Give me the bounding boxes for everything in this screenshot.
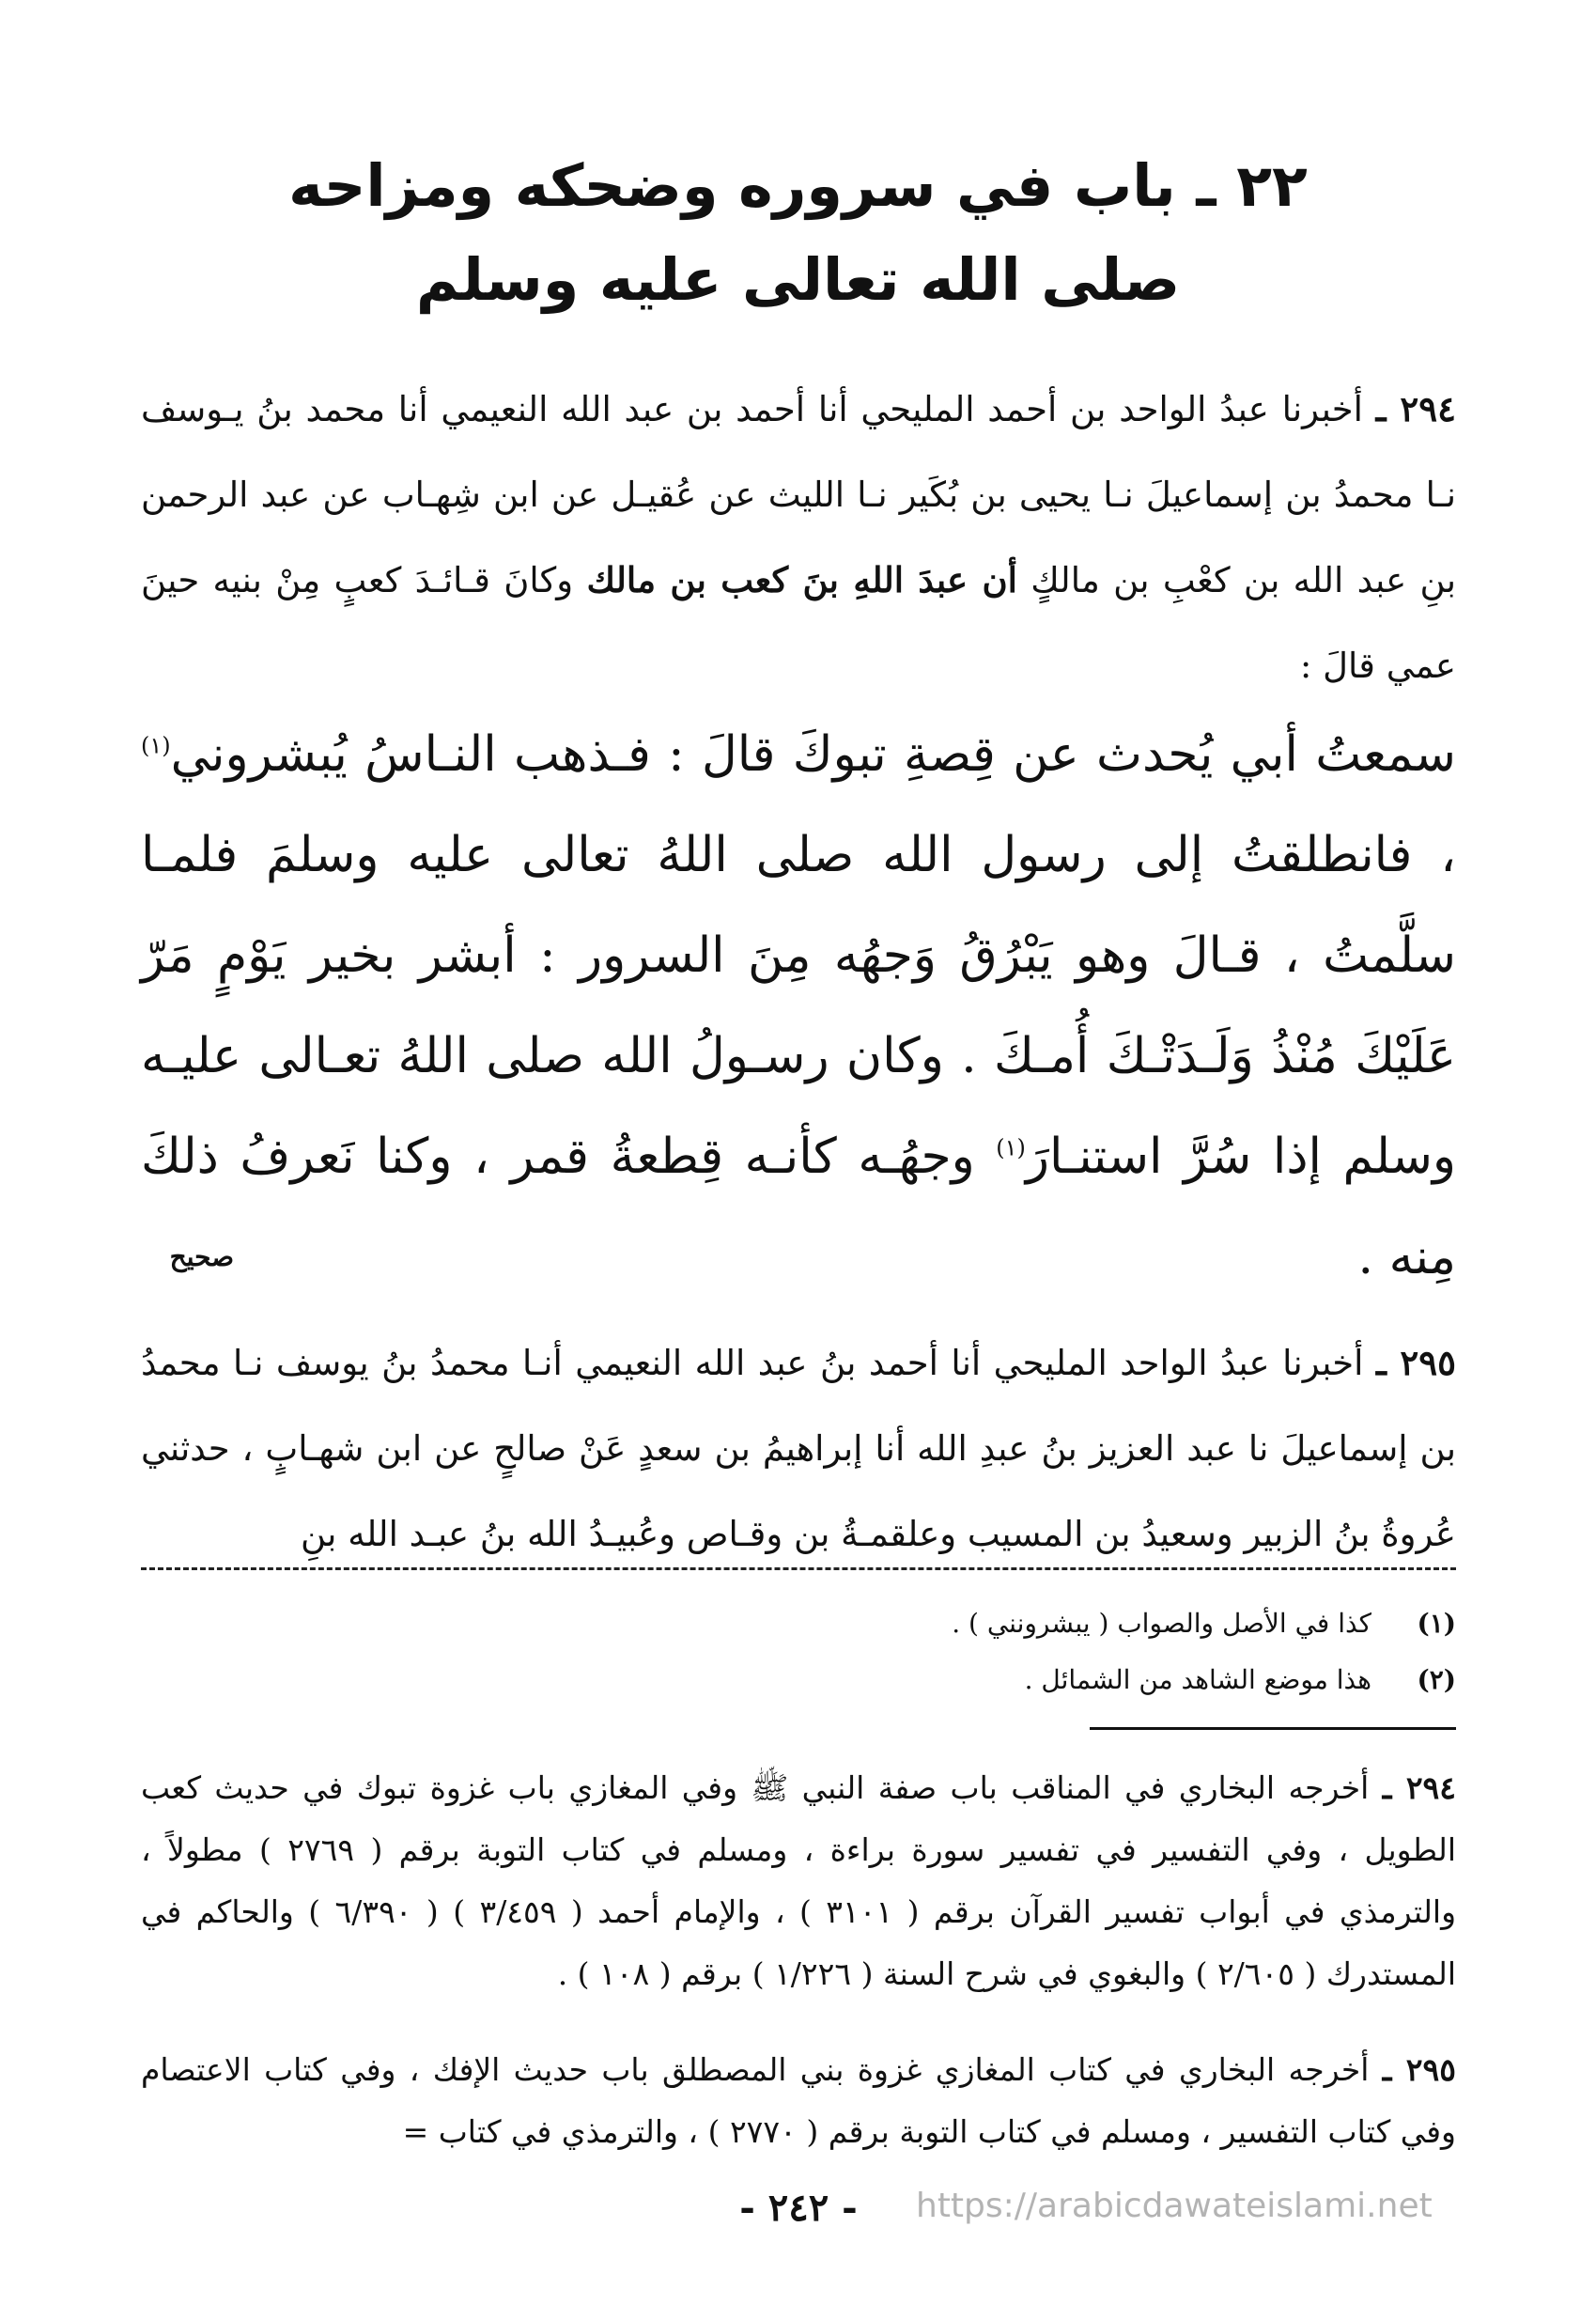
page-footer — [0, 2175, 1596, 2241]
hadith-295-text: أخبرنا عبدُ الواحد المليحي أنا أحمد بنُ عبد الله النعيمي أنـا محمدُ بنُ يوسف نـا محمدُ بن إسماعيلَ نا عبد العزيز بنُ عبدِ الله أنا إبراهيمُ بن سعدٍ عَنْ صالحٍ عن ابن شهـابٍ ، حدثني عُروةُ بنُ الزبير وسعيدُ بن المسيب وعلقمـةُ بن وقـاص وعُبيـدُ الله بنُ عبـد الله بنِ — [141, 1343, 1456, 1554]
hadith-295-number: ٢٩٥ ـ — [1375, 1342, 1457, 1383]
footnote-1 — [141, 1596, 1456, 1652]
hadith-295 — [141, 1320, 1456, 1577]
takhrij-294-text: أخرجه البخاري في المناقب باب صفة النبي ﷺ وفي المغازي باب غزوة تبوك في حديث كعب الطويل ، وفي التفسير في تفسير سورة براءة ، ومسلم في كتاب التوبة برقم ( ٢٧٦٩ ) مطولاً ، والترمذي في أبواب تفسير القرآن برقم ( ٣١٠١ ) ، والإمام أحمد ( ٣/٤٥٩ ) ( ٦/٣٩٠ ) والحاكم في المستدرك ( ٢/٦٠٥ ) والبغوي في شرح السنة ( ١/٢٢٦ ) برقم ( ١٠٨ ) . — [141, 1769, 1457, 1992]
chapter-title-line-2: صلى الله تعالى عليه وسلم — [415, 245, 1181, 314]
watermark-url: https://arabicdawateislami.net — [916, 2187, 1433, 2225]
hadith-294-matn-b: ، فانطلقتُ إلى رسول الله صلى اللهُ تعالى عليه وسلمَ فلمـا سلَّمتُ ، قـالَ وهو يَبْرُقُ وَجهُه مِنَ السرور : أبشر بخير يَوْمٍ مَرّ عَلَيْكَ مُنْذُ وَلَـدَتْـكَ أُمـكَ . وكان رسـولُ الله صلى اللهُ تعـالى عليـه وسلم إذا سُرَّ استنـارَ — [141, 827, 1456, 1185]
takhrij-294 — [141, 1757, 1456, 2005]
takhrij-divider — [1090, 1727, 1456, 1730]
footnote-2 — [141, 1652, 1456, 1708]
footnote-1-text: كذا في الأصل والصواب ( يبشرونني ) . — [952, 1608, 1371, 1639]
footnote-2-text: هذا موضع الشاهد من الشمائل . — [1024, 1664, 1371, 1695]
footnote-1-number: (١) — [1417, 1608, 1456, 1639]
hadith-294-matn-a: سمعتُ أبي يُحدث عن قِصةِ تبوكَ قالَ : فـذهب النـاسُ يُبشروني — [170, 726, 1456, 783]
hadith-294-isnad-text-b: وكانَ قـائـدَ كعبٍ مِنْ بنيه حينَ عمي قالَ : — [141, 560, 1456, 686]
hadith-grade: صحيح — [169, 1241, 234, 1272]
footnote-2-number: (٢) — [1417, 1664, 1456, 1695]
takhrij-294-number: ٢٩٤ ـ — [1382, 1769, 1456, 1806]
hadith-294-isnad — [141, 366, 1456, 709]
hadith-294-matn — [141, 705, 1456, 1308]
footnote-ref-2: (١) — [996, 1134, 1026, 1161]
hadith-294-isnad-bold: أن عبدَ اللهِ بنَ كعب بن مالك — [586, 559, 1017, 600]
takhrij-295-text: أخرجه البخاري في كتاب المغازي غزوة بني المصطلق باب حديث الإفك ، وفي كتاب الاعتصام وفي كتاب التفسير ، ومسلم في كتاب التوبة برقم ( ٢٧٧٠ ) ، والترمذي في كتاب = — [141, 2051, 1456, 2150]
dashed-divider — [141, 1567, 1456, 1570]
hadith-294-number: ٢٩٤ ـ — [1375, 388, 1457, 429]
footnote-ref-1: (١) — [141, 732, 171, 759]
takhrij-295-number: ٢٩٥ ـ — [1382, 2051, 1456, 2088]
page-number: - ٢٤٢ - — [739, 2186, 858, 2230]
takhrij-295 — [141, 2039, 1456, 2163]
chapter-title-line-1: ٢٢ ـ باب في سروره وضحكه ومزاحه — [288, 151, 1308, 220]
hadith-294-matn-c: وجهُـه كأنـه قِطعةُ قمر ، وكنا نَعرفُ ذلكَ مِنه . — [141, 1129, 1456, 1285]
hadith-294-isnad-text-a: أخبرنا عبدُ الواحد بن أحمد المليحي أنا أحمد بن عبد الله النعيمي أنا محمد بنُ يـوسف نـا محمدُ بن إسماعيلَ نـا يحيى بن بُكَير نـا الليث عن عُقيـل عن ابن شِهـاب عن عبد الرحمن بنِ عبد الله بن كعْبِ بن مالكٍ — [141, 389, 1456, 600]
